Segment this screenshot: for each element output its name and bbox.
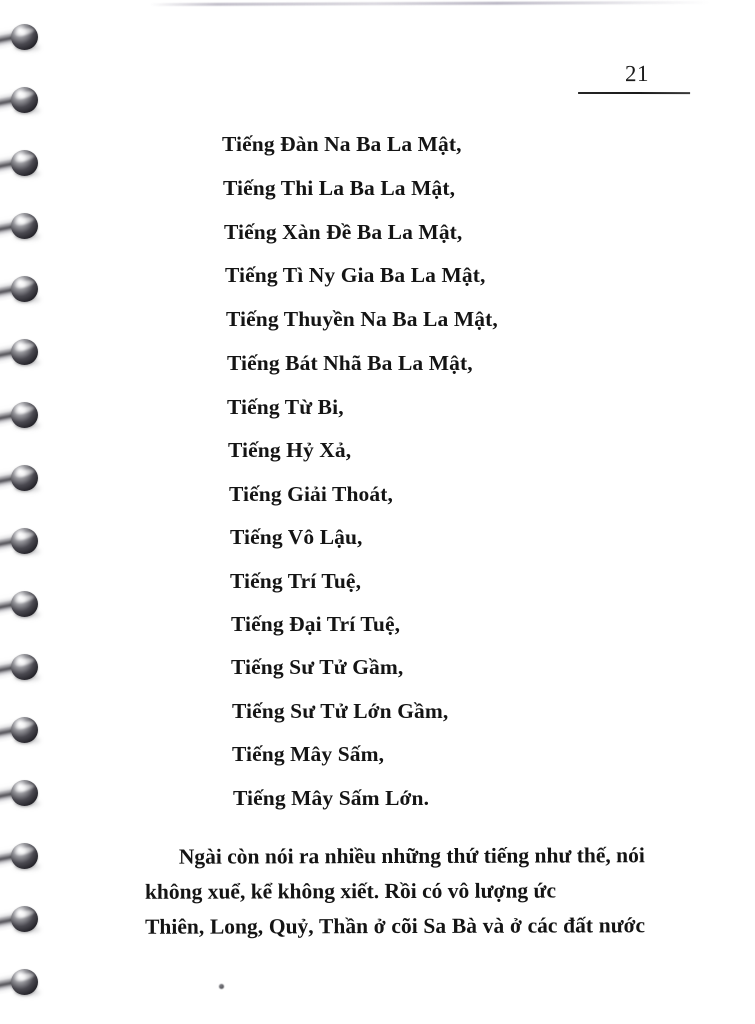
chant-line: Tiếng Bát Nhã Ba La Mật, bbox=[227, 351, 473, 375]
chant-line: Tiếng Sư Tử Lớn Gầm, bbox=[232, 699, 449, 723]
chant-line: Tiếng Thi La Ba La Mật, bbox=[223, 176, 456, 200]
chant-line: Tiếng Tì Ny Gia Ba La Mật, bbox=[225, 263, 486, 287]
chant-line: Tiếng Hỷ Xả, bbox=[228, 438, 352, 462]
ink-speck-artifact bbox=[219, 984, 224, 989]
closing-paragraph-main: Ngài còn nói ra nhiều những thứ tiếng như thế, nói không xuể, kể không xiết. Rồi có vô lượng ức bbox=[144, 842, 645, 904]
page-number: 21 bbox=[624, 60, 650, 87]
closing-paragraph bbox=[145, 838, 645, 980]
chant-line: Tiếng Từ Bi, bbox=[227, 395, 344, 419]
closing-paragraph-last-line: Thiên, Long, Quỷ, Thần ở cõi Sa Bà và ở các đất nước bbox=[145, 912, 646, 939]
chant-line: Tiếng Thuyền Na Ba La Mật, bbox=[226, 307, 498, 331]
chant-line: Tiếng Đại Trí Tuệ, bbox=[231, 612, 401, 636]
chant-line: Tiếng Đàn Na Ba La Mật, bbox=[222, 132, 462, 156]
chant-line: Tiếng Vô Lậu, bbox=[230, 525, 363, 549]
chant-line: Tiếng Mây Sấm Lớn. bbox=[233, 786, 430, 810]
chant-line: Tiếng Xàn Đề Ba La Mật, bbox=[224, 220, 463, 244]
chant-line: Tiếng Giải Thoát, bbox=[229, 482, 393, 506]
chant-line: Tiếng Mây Sấm, bbox=[232, 742, 385, 766]
chant-line: Tiếng Trí Tuệ, bbox=[230, 569, 362, 593]
chant-line: Tiếng Sư Tử Gầm, bbox=[231, 655, 404, 679]
